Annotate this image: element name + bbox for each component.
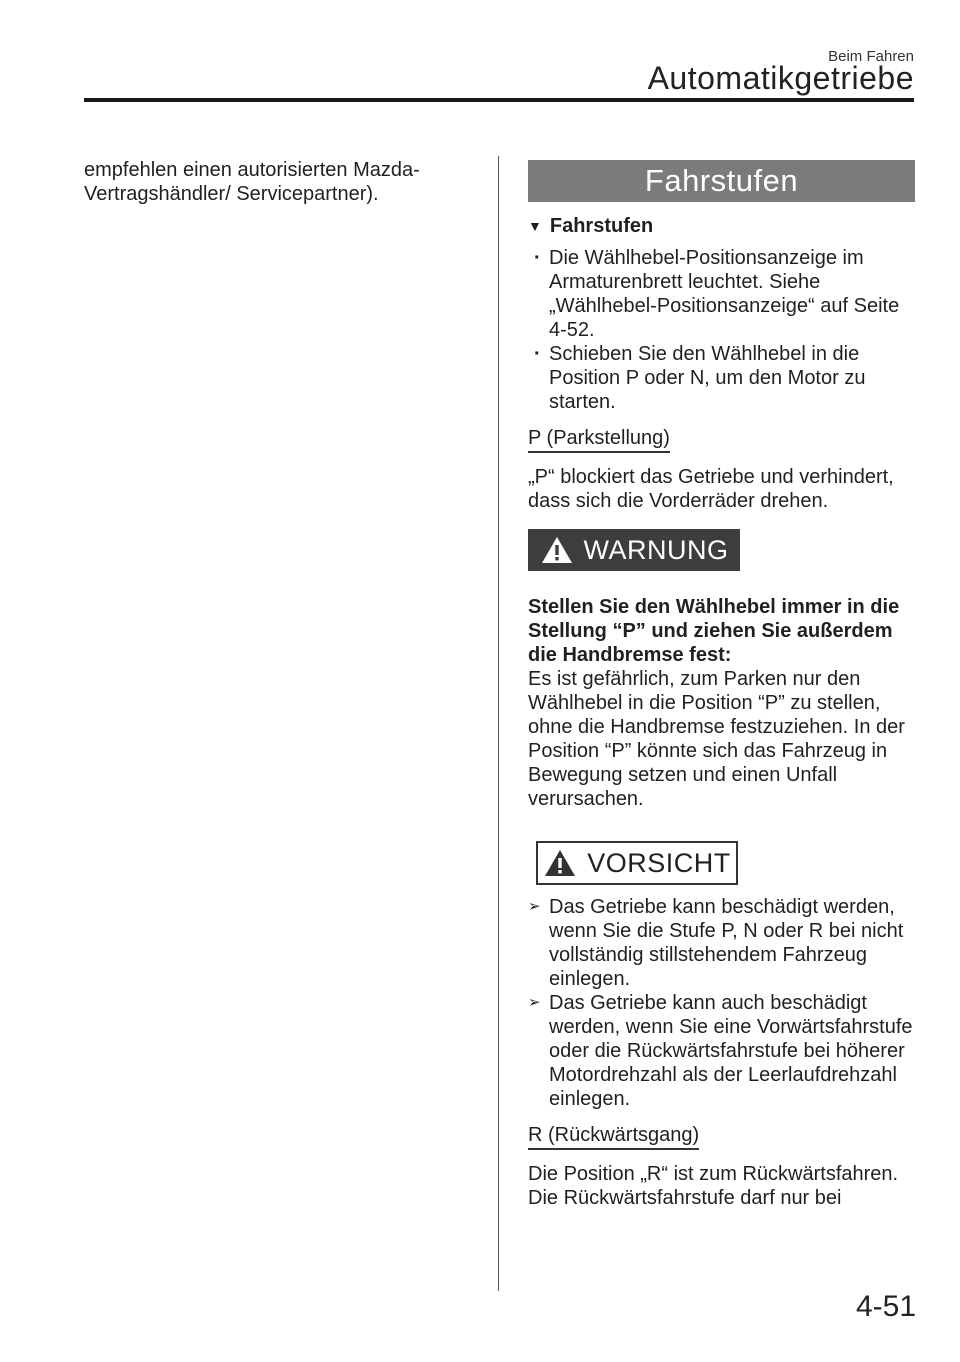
triangle-down-icon: ▼ <box>528 218 542 234</box>
r-position-text: Die Position „R“ ist zum Rückwärtsfahren. Die Rückwärtsfahrstufe darf nur bei <box>528 1163 899 1209</box>
bullet-list <box>528 246 918 414</box>
warning-label: WARNUNG <box>583 535 729 565</box>
page-number: 4-51 <box>855 1290 916 1323</box>
list-item: · Schieben Sie den Wählhebel in die Position P oder N, um den Motor zu starten. <box>528 342 918 414</box>
list-item: · Die Wählhebel-Positionsanzeige im Armaturenbrett leuchtet. Siehe „Wählhebel-Positionsanzeige“ auf Seite 4-52. <box>528 246 918 342</box>
left-column <box>84 158 484 206</box>
subheading <box>528 214 918 238</box>
list-item: ➢ Das Getriebe kann auch beschädigt werden, wenn Sie eine Vorwärtsfahrstufe oder die Rückwärtsfahrstufe bei höherer Motordrehzahl als der Leerlaufdrehzahl einlegen. <box>528 991 918 1111</box>
caution-list <box>528 895 918 1111</box>
warning-label-box <box>528 529 740 571</box>
caution-icon <box>543 848 577 878</box>
column-divider <box>498 156 499 1291</box>
subheading-label: Fahrstufen <box>549 215 654 237</box>
caution-label: VORSICHT <box>587 848 731 878</box>
warning-text: Es ist gefährlich, zum Parken nur den Wählhebel in die Position “P” zu stellen, ohne die Handbremse festzuziehen. In der Position “P” könnte sich das Fahrzeug in Bewegung setzen und einen Unfall verursachen. <box>528 668 905 810</box>
r-position-heading: R (Rückwärtsgang) <box>528 1123 699 1150</box>
warning-strong-text: Stellen Sie den Wählhebel immer in die Stellung “P” und ziehen Sie außerdem die Handbremse fest: <box>528 596 900 666</box>
running-header-section: Beim Fahren <box>828 48 914 65</box>
p-position-heading: P (Parkstellung) <box>528 426 670 453</box>
warning-icon <box>540 535 574 565</box>
caution-label-box <box>536 841 738 885</box>
left-column-paragraph: empfehlen einen autorisierten Mazda-Vertragshändler/ Servicepartner). <box>84 159 420 205</box>
list-item: ➢ Das Getriebe kann beschädigt werden, wenn Sie die Stufe P, N oder R bei nicht vollständig stillstehendem Fahrzeug einlegen. <box>528 895 918 991</box>
header-rule <box>84 98 914 102</box>
right-column <box>528 160 918 1210</box>
running-header-chapter: Automatikgetriebe <box>647 60 914 96</box>
section-title: Fahrstufen <box>528 160 915 202</box>
p-position-text: „P“ blockiert das Getriebe und verhindert, dass sich die Vorderräder drehen. <box>528 466 894 512</box>
